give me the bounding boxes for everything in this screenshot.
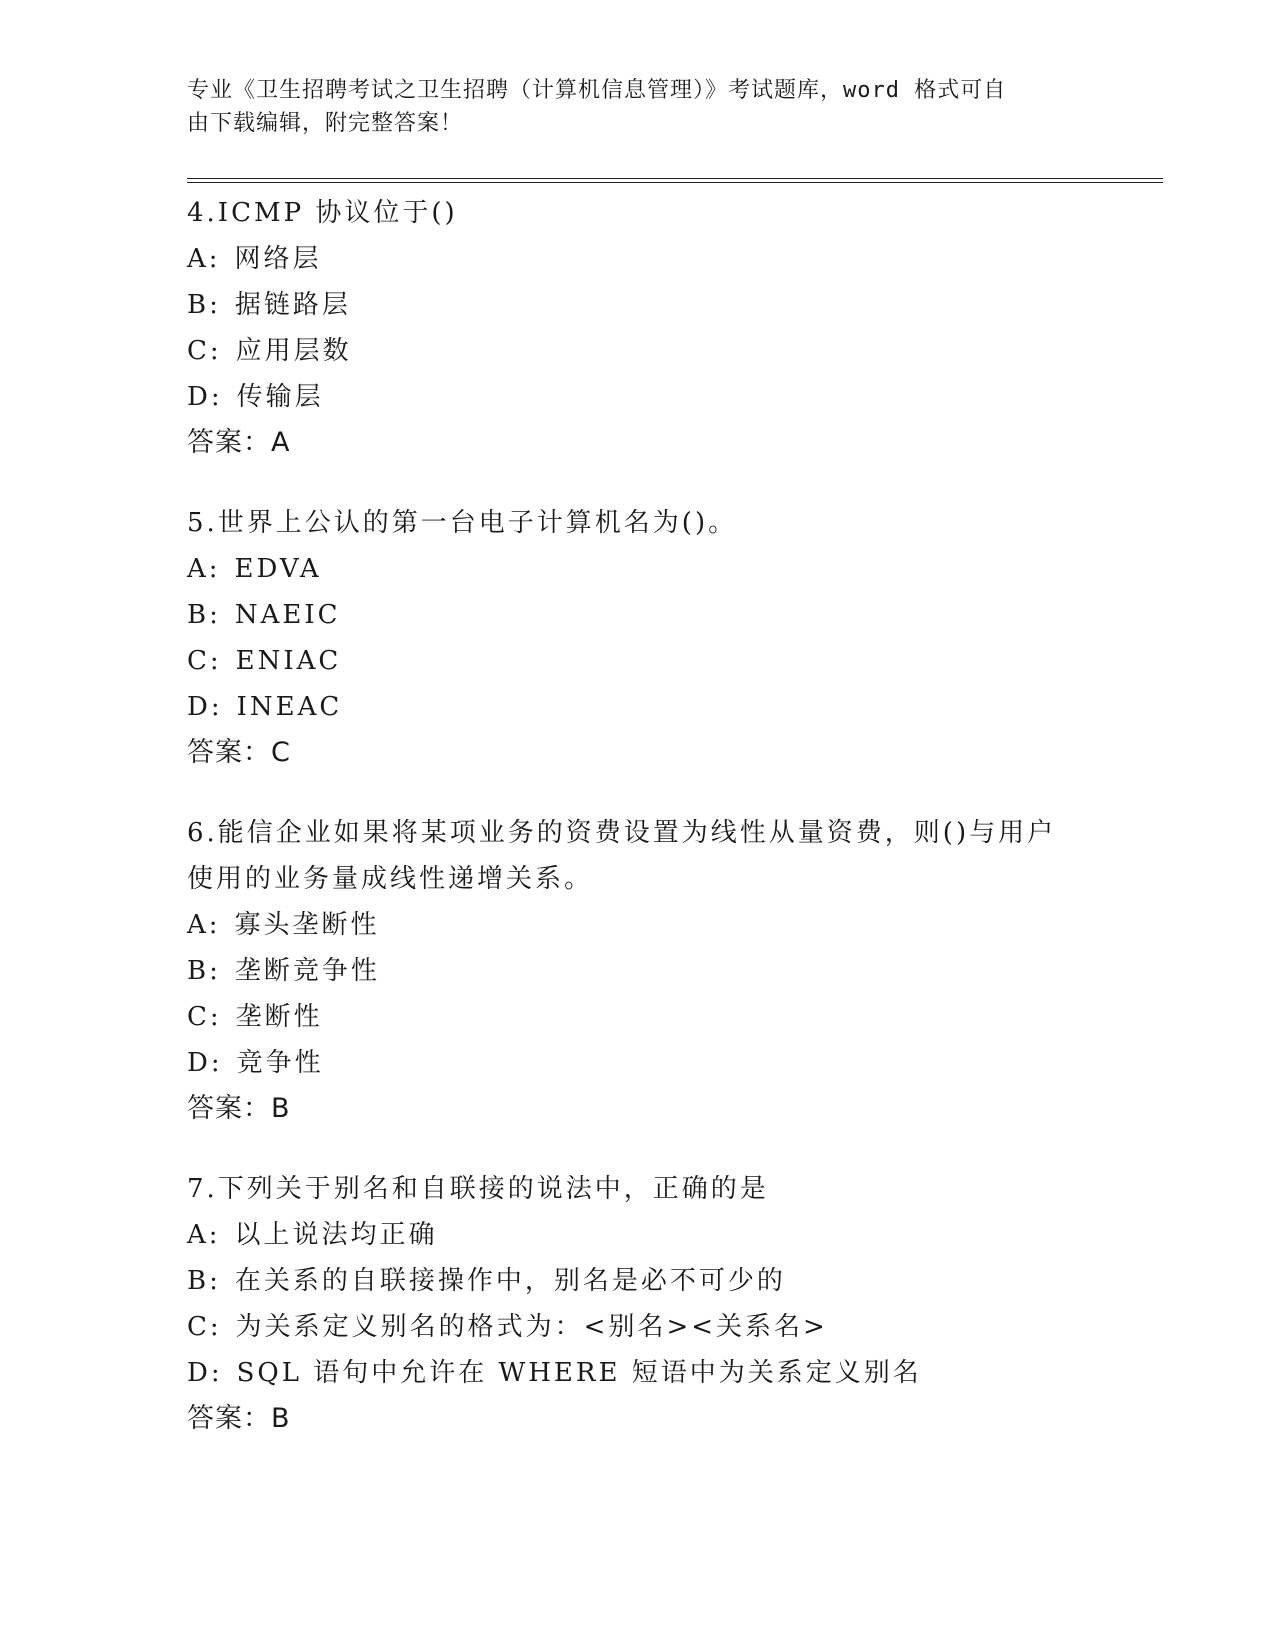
- question-7: [187, 1166, 1087, 1442]
- option-key: A:: [187, 554, 221, 584]
- option-c: [187, 994, 1087, 1040]
- answer-line: 答案：C: [187, 737, 291, 768]
- header-line-2: 由下载编辑，附完整答案！: [187, 111, 464, 136]
- question-stem: 4.ICMP 协议位于(): [187, 198, 458, 228]
- option-c: [187, 328, 1087, 374]
- option-b: [187, 282, 1087, 328]
- option-key: C:: [187, 646, 222, 676]
- option-text: SQL 语句中允许在 WHERE 短语中为关系定义别名: [236, 1358, 922, 1388]
- option-key: D:: [187, 1048, 223, 1078]
- option-text: 传输层: [236, 382, 324, 412]
- option-text: 在关系的自联接操作中，别名是必不可少的: [234, 1266, 786, 1296]
- option-key: D:: [187, 1358, 223, 1388]
- option-d: [187, 1350, 1087, 1396]
- option-key: C:: [187, 1312, 222, 1342]
- option-text: 以上说法均正确: [234, 1220, 438, 1250]
- question-stem: 7.下列关于别名和自联接的说法中，正确的是: [187, 1174, 769, 1204]
- document-header: [187, 74, 1067, 140]
- answer-line: 答案：A: [187, 427, 291, 458]
- option-c: [187, 1304, 1087, 1350]
- question-6: [187, 810, 1087, 1132]
- option-key: C:: [187, 1002, 222, 1032]
- option-text: 垄断性: [235, 1002, 323, 1032]
- header-line-1: 专业《卫生招聘考试之卫生招聘（计算机信息管理）》考试题库，word 格式可自: [187, 78, 1007, 103]
- option-b: [187, 948, 1087, 994]
- option-text: 竞争性: [236, 1048, 324, 1078]
- option-key: B:: [187, 290, 221, 320]
- option-key: D:: [187, 692, 223, 722]
- answer-line: 答案：B: [187, 1093, 291, 1124]
- answer-line: 答案：B: [187, 1403, 291, 1434]
- option-a: [187, 1212, 1087, 1258]
- option-key: D:: [187, 382, 223, 412]
- question-4: [187, 190, 1087, 466]
- option-text: 为关系定义别名的格式为：<别名><关系名>: [235, 1312, 828, 1342]
- option-c: [187, 638, 1087, 684]
- option-text: INEAC: [236, 692, 343, 722]
- option-text: NAEIC: [234, 600, 341, 630]
- option-text: 据链路层: [234, 290, 351, 320]
- question-stem-continued: 使用的业务量成线性递增关系。: [187, 864, 594, 894]
- option-a: [187, 902, 1087, 948]
- option-d: [187, 684, 1087, 730]
- question-stem: 6.能信企业如果将某项业务的资费设置为线性从量资费，则()与用户: [187, 818, 1057, 848]
- question-stem: 5.世界上公认的第一台电子计算机名为()。: [187, 508, 738, 538]
- option-text: 寡头垄断性: [234, 910, 380, 940]
- option-text: EDVA: [234, 554, 322, 584]
- option-a: [187, 236, 1087, 282]
- question-5: [187, 500, 1087, 776]
- option-b: [187, 592, 1087, 638]
- option-key: B:: [187, 600, 221, 630]
- header-divider: [187, 178, 1163, 183]
- option-d: [187, 1040, 1087, 1086]
- option-b: [187, 1258, 1087, 1304]
- option-text: 应用层数: [235, 336, 352, 366]
- option-key: A:: [187, 910, 221, 940]
- option-key: B:: [187, 956, 221, 986]
- option-key: C:: [187, 336, 222, 366]
- option-text: 网络层: [234, 244, 322, 274]
- option-key: B:: [187, 1266, 221, 1296]
- option-d: [187, 374, 1087, 420]
- option-a: [187, 546, 1087, 592]
- option-text: ENIAC: [235, 646, 342, 676]
- question-list: [187, 190, 1087, 1476]
- option-text: 垄断竞争性: [234, 956, 380, 986]
- option-key: A:: [187, 244, 221, 274]
- option-key: A:: [187, 1220, 221, 1250]
